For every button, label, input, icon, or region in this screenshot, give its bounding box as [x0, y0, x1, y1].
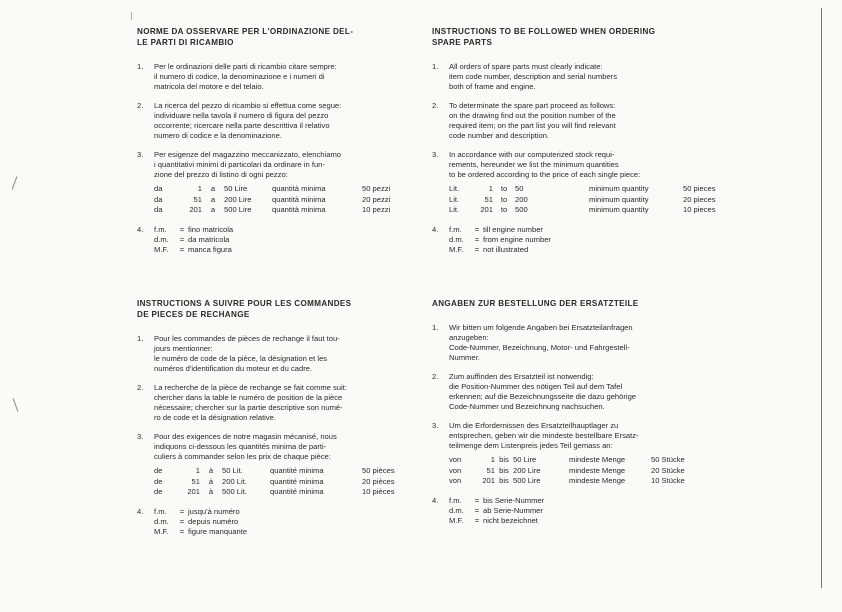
binding-hole-mark-bottom: [13, 398, 19, 411]
price-table-cell-a: 51: [484, 194, 493, 204]
price-table-cell-a: 1: [197, 184, 202, 193]
price-table-cell-to: 50 Lire: [224, 184, 248, 193]
abbreviation-equals: =: [179, 234, 185, 244]
price-table-row: [154, 477, 445, 488]
abbreviation-key: d.m.: [449, 234, 464, 244]
item-text-line: In accordance with our computerized stock requi-: [449, 150, 615, 159]
item-text-line: zione del prezzo di listino di ogni pezzo:: [154, 170, 288, 179]
list-item: [137, 432, 445, 498]
item-number: 3.: [432, 421, 439, 430]
price-table-cell-a: 51: [193, 194, 202, 204]
price-table-cell-b: to: [500, 194, 508, 204]
price-table-cell-pcs: 20 pezzi: [362, 194, 391, 204]
item-text-line: item code number, description and serial numbers: [449, 72, 617, 81]
price-table-cell-from: von: [449, 455, 462, 464]
price-table-row: [449, 455, 740, 466]
section-title: [137, 26, 445, 48]
price-table-cell-from: de: [154, 476, 163, 486]
price-table-cell-from: von: [449, 465, 462, 475]
abbreviation-value: depuis numéro: [188, 516, 239, 526]
price-table-cell-a: 201: [482, 476, 495, 485]
price-table-cell-to: 50 Lire: [513, 455, 537, 464]
item-text-line: anzugeben:: [449, 333, 489, 342]
price-table-cell-from: Lit.: [449, 184, 460, 193]
price-table-cell-qty: mindeste Menge: [569, 455, 626, 464]
price-table-cell-from: da: [154, 194, 163, 204]
list-item: [432, 421, 740, 487]
item-text-line: required item; on the part list you will find relevant: [449, 121, 616, 130]
price-table-cell-to: 200 Lit.: [222, 476, 247, 486]
list-item: [432, 496, 740, 526]
abbreviation-key: M.F.: [154, 526, 169, 536]
item-text-line: nécessaire; chercher sur la partie descriptive son numé-: [154, 403, 343, 412]
list-item: [137, 225, 445, 255]
price-table-cell-qty: quantité minima: [270, 466, 324, 475]
price-table: [449, 184, 740, 216]
list-item: [432, 62, 740, 92]
item-number: 3.: [137, 432, 144, 441]
price-table-row: [449, 476, 740, 487]
price-table-cell-a: 201: [480, 205, 493, 214]
abbreviation-equals: =: [474, 234, 480, 244]
item-number: 1.: [432, 323, 439, 332]
section-title-line: NORME DA OSSERVARE PER L'ORDINAZIONE DEL-: [137, 27, 354, 36]
list-item: [137, 507, 445, 537]
price-table-cell-a: 201: [187, 487, 200, 496]
abbreviation-row: [154, 245, 445, 255]
abbreviation-equals: =: [474, 505, 480, 515]
item-text-line: code number and description.: [449, 131, 550, 140]
abbreviation-row: [449, 235, 740, 245]
abbreviation-equals: =: [474, 495, 480, 505]
price-table-cell-b: a: [210, 194, 216, 204]
section-title: [432, 26, 740, 48]
list-item: [432, 225, 740, 255]
price-table-cell-qty: quantité minima: [270, 476, 324, 486]
abbreviation-equals: =: [179, 526, 185, 536]
page-edge-line: [821, 8, 822, 588]
abbreviation-equals: =: [179, 244, 185, 254]
abbreviation-row: [154, 225, 445, 235]
price-table-row: [449, 195, 740, 206]
price-table: [154, 184, 445, 216]
item-text-line: teilmenge dem Listenpreis jedes Teil gemass an:: [449, 441, 613, 450]
abbreviation-key: d.m.: [154, 516, 169, 526]
item-text-line: both of frame and engine.: [449, 82, 536, 91]
abbreviation-value: fino matricola: [188, 224, 234, 234]
abbreviation-row: [154, 517, 445, 527]
price-table-cell-b: bis: [499, 465, 509, 475]
price-table: [449, 455, 740, 487]
price-table-cell-b: à: [208, 487, 214, 496]
item-text-line: jours mentionner:: [154, 344, 213, 353]
abbreviation-value: da matricola: [188, 234, 230, 244]
abbreviation-value: bis Serie-Nummer: [483, 495, 545, 505]
section-german: [432, 298, 740, 535]
price-table-cell-from: von: [449, 476, 462, 485]
list-item: [137, 101, 445, 141]
binding-hole-mark-top: [12, 176, 18, 189]
price-table-row: [154, 466, 445, 477]
price-table-cell-to: 500 Lit.: [222, 487, 247, 496]
price-table-cell-a: 1: [490, 455, 495, 464]
abbreviation-value: from engine number: [483, 234, 551, 244]
item-text-line: ro de code et la désignation relative.: [154, 413, 277, 422]
item-text-line: Code-Nummer und Bezeichnung nachsuchen.: [449, 402, 605, 411]
abbreviation-key: d.m.: [154, 234, 169, 244]
section-title: [137, 298, 445, 320]
abbreviation-row: [154, 507, 445, 517]
price-table-row: [449, 184, 740, 195]
abbreviation-value: manca figura: [188, 244, 232, 254]
price-table-cell-pcs: 10 pieces: [683, 205, 716, 214]
abbreviation-equals: =: [179, 516, 185, 526]
price-table-cell-pcs: 20 pièces: [362, 476, 395, 486]
abbreviation-key: f.m.: [154, 224, 167, 234]
item-number: 4.: [432, 224, 439, 234]
price-table-cell-pcs: 20 Stücke: [651, 465, 685, 475]
item-number: 2.: [432, 372, 439, 381]
item-number: 2.: [432, 101, 439, 110]
abbreviation-equals: =: [179, 224, 185, 234]
price-table-cell-from: de: [154, 487, 163, 496]
price-table-cell-b: bis: [499, 455, 509, 464]
price-table-row: [449, 466, 740, 477]
price-table-cell-qty: quantité minima: [270, 487, 324, 496]
list-item: [137, 383, 445, 423]
item-number: 1.: [137, 334, 144, 343]
abbreviation-key: d.m.: [449, 505, 464, 515]
price-table-cell-qty: quantità minima: [272, 205, 326, 214]
price-table-cell-to: 200 Lire: [513, 465, 541, 475]
item-text-line: Pour des exigences de notre magasin mécanisé, nous: [154, 432, 337, 441]
abbreviation-row: [154, 527, 445, 537]
item-text-line: Wir bitten um folgende Angaben bei Ersatzteilanfragen: [449, 323, 633, 332]
price-table-cell-qty: minimum quantity: [589, 205, 649, 214]
item-text-line: matricola del motore e del telaio.: [154, 82, 264, 91]
abbreviation-value: ab Serie-Nummer: [483, 505, 543, 515]
item-text-line: rements, hereunder we list the minimum quantities: [449, 160, 619, 169]
item-text-line: All orders of spare parts must clearly indicate:: [449, 62, 603, 71]
price-table-cell-to: 50 Lit.: [222, 466, 243, 475]
price-table-cell-to: 200: [515, 194, 528, 204]
item-text-line: erkennen; auf die Bezeichnungsseite die dazu gehörige: [449, 392, 637, 401]
price-table-cell-to: 500 Lire: [224, 205, 252, 214]
price-table-cell-pcs: 20 pieces: [683, 194, 716, 204]
section-italian: [137, 26, 445, 264]
price-table-cell-to: 500: [515, 205, 528, 214]
price-table-cell-qty: quantità minima: [272, 194, 326, 204]
item-text-line: le numéro de code de la pièce, la désignation et les: [154, 354, 328, 363]
item-number: 2.: [137, 383, 144, 392]
price-table-cell-a: 51: [191, 476, 200, 486]
abbreviation-row: [449, 245, 740, 255]
price-table-cell-qty: mindeste Menge: [569, 476, 626, 485]
item-text-line: i quantitativi minimi di particolari da ordinare in fun-: [154, 160, 325, 169]
price-table-cell-pcs: 50 pezzi: [362, 184, 391, 193]
price-table-cell-pcs: 50 pièces: [362, 466, 395, 475]
item-text-line: La recherche de la pièce de rechange se fait comme suit:: [154, 383, 347, 392]
price-table-cell-b: to: [500, 184, 508, 193]
abbreviation-value: jusqu'à numéro: [188, 506, 240, 516]
price-table-cell-qty: quantità minima: [272, 184, 326, 193]
abbreviation-row: [449, 496, 740, 506]
item-text-line: culiers à commander selon les prix de chaque pièce:: [154, 452, 331, 461]
item-number: 1.: [432, 62, 439, 71]
abbreviation-value: till engine number: [483, 224, 543, 234]
price-table-cell-a: 201: [189, 205, 202, 214]
price-table-cell-from: de: [154, 466, 163, 475]
list-item: [432, 323, 740, 363]
item-text-line: numero di codice e la denominazione.: [154, 131, 282, 140]
item-number: 4.: [137, 224, 144, 234]
item-text-line: indiquons ci-dessous les quantités minima de parti-: [154, 442, 327, 451]
item-text-line: To determinate the spare part proceed as follows:: [449, 101, 616, 110]
section-title-line: INSTRUCTIONS TO BE FOLLOWED WHEN ORDERING: [432, 27, 656, 36]
abbreviation-row: [154, 235, 445, 245]
price-table-cell-pcs: 50 Stücke: [651, 455, 685, 464]
price-table-cell-pcs: 10 pezzi: [362, 205, 391, 214]
price-table-cell-to: 50: [515, 184, 524, 193]
item-text-line: Per le ordinazioni delle parti di ricambio citare sempre:: [154, 62, 337, 71]
abbreviation-value: figure manquante: [188, 526, 248, 536]
price-table-cell-to: 200 Lire: [224, 194, 252, 204]
corner-tick-mark: [131, 12, 132, 20]
abbreviation-row: [449, 506, 740, 516]
item-number: 4.: [137, 506, 144, 516]
list-item: [137, 150, 445, 216]
price-table-cell-a: 1: [195, 466, 200, 475]
item-text-line: numéros d'identification du moteur et du cadre.: [154, 364, 313, 373]
abbreviation-value: not illustrated: [483, 244, 529, 254]
list-item: [432, 150, 740, 216]
section-title-line: LE PARTI DI RICAMBIO: [137, 38, 234, 47]
price-table-cell-pcs: 50 pieces: [683, 184, 716, 193]
price-table-cell-qty: mindeste Menge: [569, 465, 626, 475]
price-table-cell-qty: minimum quantity: [589, 194, 649, 204]
item-text-line: on the drawing find out the position number of the: [449, 111, 616, 120]
item-text-line: Nummer.: [449, 353, 480, 362]
abbreviation-equals: =: [474, 244, 480, 254]
item-number: 2.: [137, 101, 144, 110]
item-text-line: Pour les commandes de pièces de rechange il faut tou-: [154, 334, 340, 343]
price-table-cell-pcs: 10 pièces: [362, 487, 395, 496]
price-table-cell-from: da: [154, 184, 163, 193]
price-table-cell-from: Lit.: [449, 205, 460, 214]
price-table-cell-b: à: [208, 476, 214, 486]
item-number: 4.: [432, 495, 439, 505]
price-table-cell-b: bis: [499, 476, 509, 485]
abbreviation-equals: =: [474, 224, 480, 234]
price-table: [154, 466, 445, 498]
section-title-line: ANGABEN ZUR BESTELLUNG DER ERSATZTEILE: [432, 299, 639, 308]
item-number: 1.: [137, 62, 144, 71]
item-text-line: La ricerca del pezzo di ricambio si effettua come segue:: [154, 101, 342, 110]
abbreviation-key: M.F.: [449, 244, 464, 254]
abbreviation-key: M.F.: [154, 244, 169, 254]
item-text-line: Zum auffinden des Ersatzteil ist notwendig:: [449, 372, 594, 381]
abbreviation-row: [449, 225, 740, 235]
item-text-line: entsprechen, geben wir die mindeste bestellbare Ersatz-: [449, 431, 639, 440]
section-title-line: SPARE PARTS: [432, 38, 493, 47]
price-table-cell-to: 500 Lire: [513, 476, 541, 485]
abbreviation-value: nicht bezeichnet: [483, 515, 538, 525]
item-number: 3.: [432, 150, 439, 159]
price-table-cell-from: da: [154, 205, 163, 214]
price-table-cell-b: à: [208, 466, 214, 475]
abbreviation-key: f.m.: [449, 224, 462, 234]
price-table-row: [449, 205, 740, 216]
price-table-cell-from: Lit.: [449, 194, 460, 204]
item-text-line: Per esigenze del magazzino meccanizzato, elenchiamo: [154, 150, 341, 159]
section-french: [137, 298, 445, 546]
price-table-row: [154, 195, 445, 206]
price-table-row: [154, 205, 445, 216]
price-table-cell-b: a: [210, 184, 216, 193]
abbreviation-key: f.m.: [154, 506, 167, 516]
item-number: 3.: [137, 150, 144, 159]
abbreviation-equals: =: [474, 515, 480, 525]
abbreviation-row: [449, 516, 740, 526]
abbreviation-key: M.F.: [449, 515, 464, 525]
price-table-row: [154, 487, 445, 498]
section-title-line: INSTRUCTIONS A SUIVRE POUR LES COMMANDES: [137, 299, 352, 308]
section-english: [432, 26, 740, 264]
list-item: [137, 334, 445, 374]
list-item: [432, 101, 740, 141]
item-text-line: Code-Nummer, Bezeichnung, Motor- und Fahrgestell-: [449, 343, 630, 352]
item-text-line: Um die Erfordernissen des Ersatzteilhauptlager zu: [449, 421, 619, 430]
item-text-line: to be ordered according to the price of each single piece:: [449, 170, 641, 179]
item-text-line: die Position-Nummer des nötigen Teil auf dem Tafel: [449, 382, 623, 391]
price-table-cell-b: a: [210, 205, 216, 214]
item-text-line: chercher dans la table le numéro de position de la pièce: [154, 393, 343, 402]
list-item: [432, 372, 740, 412]
abbreviation-key: f.m.: [449, 495, 462, 505]
item-text-line: occorrente; ricercare nella parte descrittiva il relativo: [154, 121, 330, 130]
item-text-line: il numero di codice, la denominazione e i numeri di: [154, 72, 325, 81]
price-table-cell-a: 1: [488, 184, 493, 193]
price-table-cell-pcs: 10 Stücke: [651, 476, 685, 485]
price-table-row: [154, 184, 445, 195]
price-table-cell-qty: minimum quantity: [589, 184, 649, 193]
section-title-line: DE PIECES DE RECHANGE: [137, 310, 250, 319]
item-text-line: individuare nella tavola il numero di figura del pezzo: [154, 111, 329, 120]
list-item: [137, 62, 445, 92]
abbreviation-equals: =: [179, 506, 185, 516]
price-table-cell-b: to: [500, 205, 508, 214]
section-title: [432, 298, 740, 309]
price-table-cell-a: 51: [486, 465, 495, 475]
